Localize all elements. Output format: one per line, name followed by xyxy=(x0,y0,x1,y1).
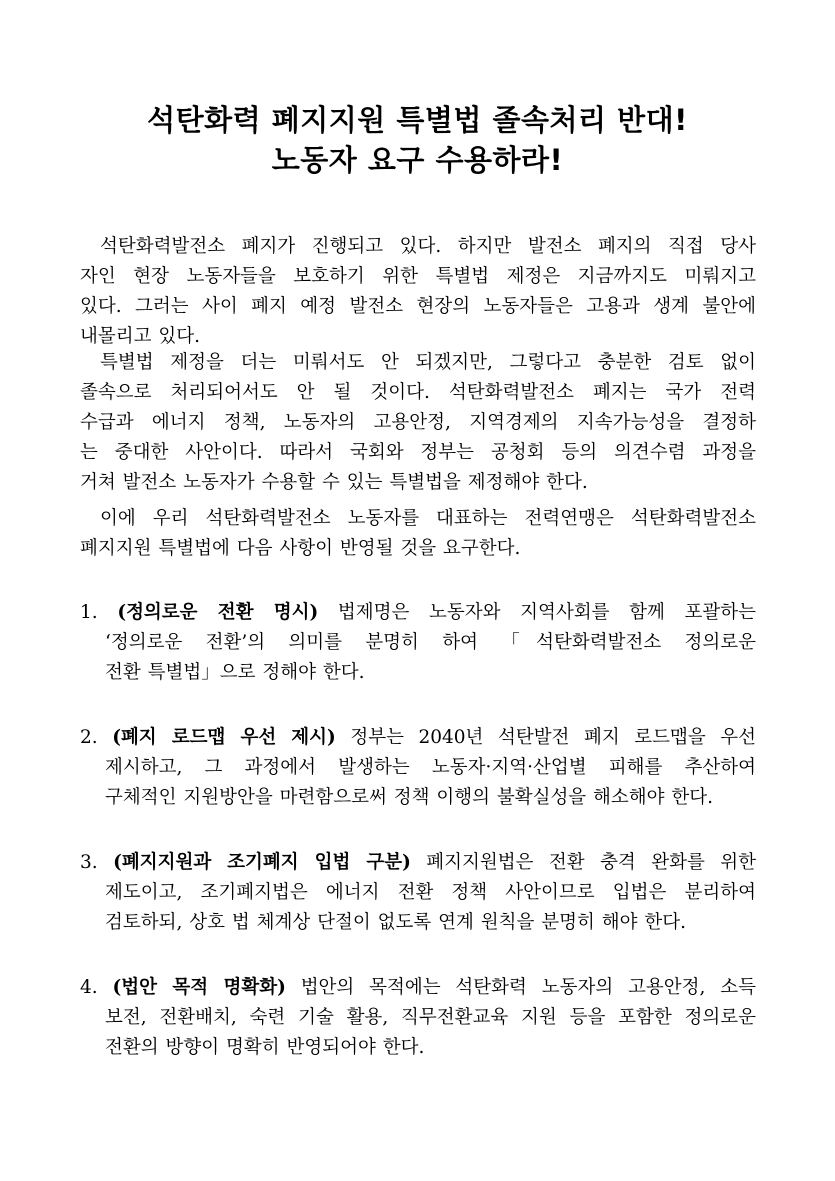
demand-line: 검토하되, 상호 법 체계상 단절이 없도록 연계 원칙을 분명히 해야 한다. xyxy=(105,912,686,933)
paragraph-line: 내몰리고 있다. xyxy=(80,326,200,347)
demand-item-3 xyxy=(80,848,756,938)
paragraph-line: 졸속으로 처리되어서도 안 될 것이다. 석탄화력발전소 폐지는 국가 전력 xyxy=(80,382,756,403)
demand-item-4 xyxy=(80,973,756,1063)
demand-heading: (폐지 로드맵 우선 제시) xyxy=(112,727,336,748)
demand-number: 4. xyxy=(80,977,98,998)
paragraph-line: 수급과 에너지 정책, 노동자의 고용안정, 지역경제의 지속가능성을 결정하 xyxy=(80,412,756,433)
demand-line: 구체적인 지원방안을 마련함으로써 정책 이행의 불확실성을 해소해야 한다. xyxy=(105,787,714,808)
demand-text: 폐지지원법은 전환 충격 완화를 위한 xyxy=(426,852,756,873)
demand-number: 1. xyxy=(80,602,98,623)
demand-number: 3. xyxy=(80,852,98,873)
demand-line: 제시하고, 그 과정에서 발생하는 노동자·지역·산업별 피해를 추산하여 xyxy=(105,757,756,778)
demand-line: 전환 특별법」으로 정해야 한다. xyxy=(105,662,365,683)
document-title-line-1: 석탄화력 폐지지원 특별법 졸속처리 반대! xyxy=(147,103,688,137)
demand-item-1 xyxy=(80,598,756,688)
paragraph-demand-intro xyxy=(80,504,756,564)
document-title-line-2: 노동자 요구 수용하라! xyxy=(271,143,564,177)
demand-heading: (정의로운 전환 명시) xyxy=(117,602,319,623)
demand-line: 제도이고, 조기폐지법은 에너지 전환 정책 사안이므로 입법은 분리하여 xyxy=(105,882,756,903)
demand-heading: (법안 목적 명확화) xyxy=(112,977,286,998)
paragraph-line: 이에 우리 석탄화력발전소 노동자를 대표하는 전력연맹은 석탄화력발전소 xyxy=(100,508,756,529)
demand-line: 전환의 방향이 명확히 반영되어야 한다. xyxy=(105,1037,425,1058)
demand-line: ‘정의로운 전환’의 의미를 분명히 하여 「석탄화력발전소 정의로운 xyxy=(105,632,756,653)
demand-number: 2. xyxy=(80,727,98,748)
paragraph-intro xyxy=(80,232,756,352)
demand-heading: (폐지지원과 조기폐지 입법 구분) xyxy=(113,852,411,873)
paragraph-line: 석탄화력발전소 폐지가 진행되고 있다. 하지만 발전소 폐지의 직접 당사 xyxy=(100,236,756,257)
demand-line: 보전, 전환배치, 숙련 기술 활용, 직무전환교육 지원 등을 포함한 정의로운 xyxy=(105,1007,756,1028)
paragraph-line: 특별법 제정을 더는 미뤄서도 안 되겠지만, 그렇다고 충분한 검토 없이 xyxy=(100,352,756,373)
paragraph-line: 자인 현장 노동자들을 보호하기 위한 특별법 제정은 지금까지도 미뤄지고 xyxy=(80,266,756,287)
demand-text: 법제명은 노동자와 지역사회를 함께 포괄하는 xyxy=(337,602,756,623)
paragraph-line: 는 중대한 사안이다. 따라서 국회와 정부는 공청회 등의 의견수렴 과정을 xyxy=(80,442,756,463)
demand-text: 법안의 목적에는 석탄화력 노동자의 고용안정, 소득 xyxy=(300,977,756,998)
paragraph-line: 폐지지원 특별법에 다음 사항이 반영될 것을 요구한다. xyxy=(80,538,521,559)
demand-text: 정부는 2040년 석탄발전 폐지 로드맵을 우선 xyxy=(350,727,756,748)
paragraph-argument xyxy=(80,348,756,498)
paragraph-line: 거쳐 발전소 노동자가 수용할 수 있는 특별법을 제정해야 한다. xyxy=(80,472,588,493)
demand-item-2 xyxy=(80,723,756,813)
paragraph-line: 있다. 그러는 사이 폐지 예정 발전소 현장의 노동자들은 고용과 생계 불안에 xyxy=(80,296,756,317)
